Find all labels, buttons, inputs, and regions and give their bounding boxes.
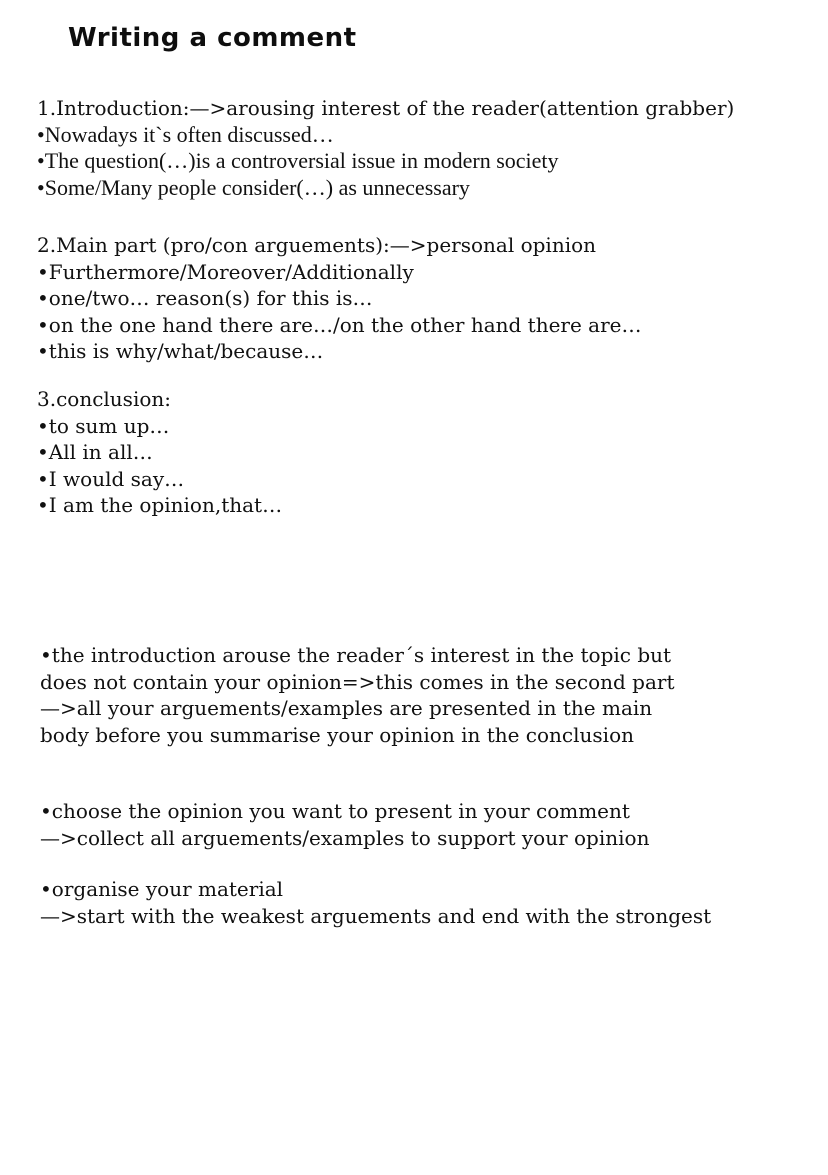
- note-introduction-tip: [40, 642, 674, 748]
- introduction-section: [37, 95, 734, 201]
- main-part-item: •Furthermore/Moreover/Additionally: [37, 259, 414, 284]
- conclusion-item: •All in all…: [37, 440, 153, 464]
- note-line: body before you summarise your opinion in the conclusion: [40, 722, 634, 747]
- note-line: does not contain your opinion=>this comes in the second part: [40, 669, 675, 694]
- main-part-section: [37, 232, 642, 365]
- note-choose-opinion: [40, 798, 649, 851]
- introduction-item: •The question(…)is a controversial issue in modern society: [37, 148, 559, 173]
- conclusion-item: •to sum up…: [37, 413, 170, 438]
- introduction-heading: 1.Introduction:—>arousing interest of the reader(attention grabber): [37, 96, 735, 120]
- note-line: •the introduction arouse the reader´s interest in the topic but: [40, 643, 672, 667]
- introduction-item: •Some/Many people consider(…) as unnecessary: [37, 174, 470, 200]
- conclusion-item: •I am the opinion,that…: [37, 493, 283, 517]
- page-title: Writing a comment: [68, 23, 357, 53]
- conclusion-item: •I would say…: [37, 466, 185, 491]
- note-line: —>collect all arguements/examples to support your opinion: [40, 825, 650, 850]
- note-organise-material: [40, 876, 711, 929]
- note-line: —>start with the weakest arguements and end with the strongest: [40, 903, 712, 928]
- main-part-item: •this is why/what/because…: [37, 339, 324, 363]
- introduction-item: •Nowadays it`s often discussed…: [37, 121, 334, 147]
- note-line: —>all your arguements/examples are presented in the main: [40, 696, 653, 720]
- conclusion-heading: 3.conclusion:: [37, 387, 172, 411]
- conclusion-section: [37, 386, 282, 519]
- main-part-item: •one/two… reason(s) for this is…: [37, 286, 373, 310]
- main-part-heading: 2.Main part (pro/con arguements):—>personal opinion: [37, 233, 597, 257]
- main-part-item: •on the one hand there are…/on the other hand there are…: [37, 312, 642, 337]
- note-line: •organise your material: [40, 877, 284, 901]
- note-line: •choose the opinion you want to present in your comment: [40, 799, 630, 823]
